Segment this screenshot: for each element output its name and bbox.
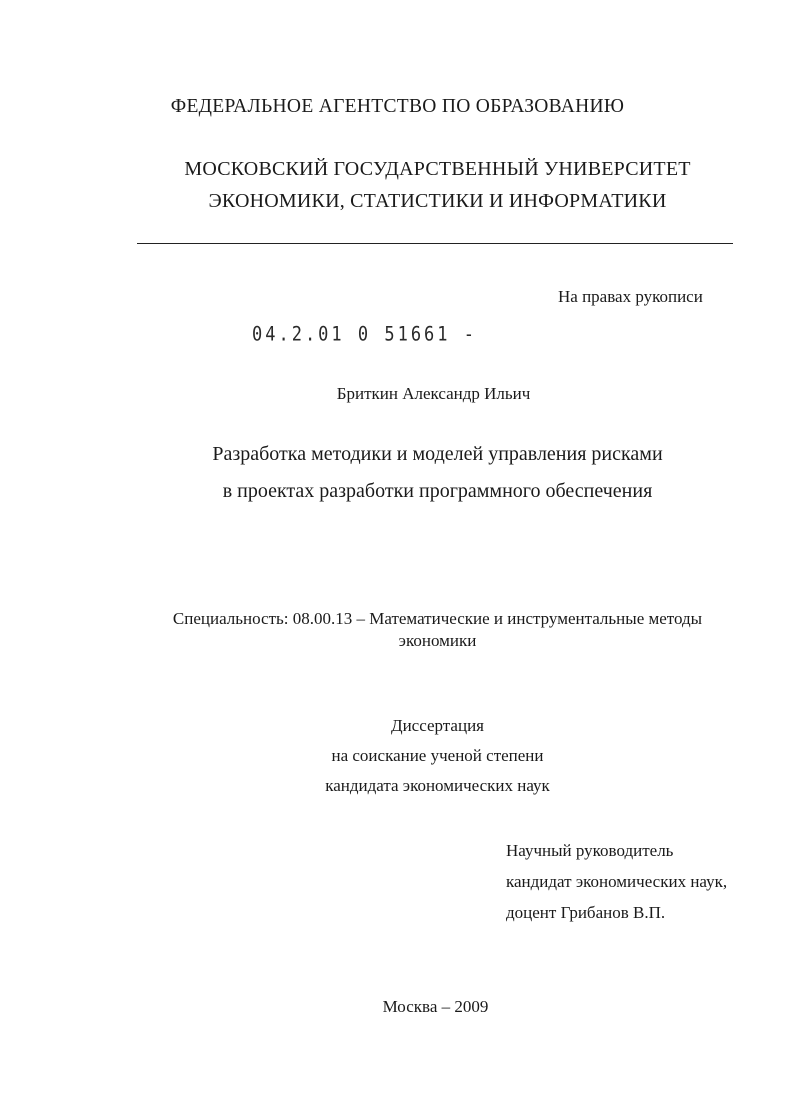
thesis-title-line2: в проектах разработки программного обеспечения <box>222 480 653 502</box>
dissertation-degree-line1: на соискание ученой степени <box>331 746 544 765</box>
university-name-line1: МОСКОВСКИЙ ГОСУДАРСТВЕННЫЙ УНИВЕРСИТЕТ <box>184 158 691 180</box>
specialty-line2: экономики <box>398 631 477 650</box>
supervisor-degree: кандидат экономических наук, <box>506 872 728 891</box>
dissertation-degree-line2: кандидата экономических наук <box>325 776 550 795</box>
agency-heading: ФЕДЕРАЛЬНОЕ АГЕНТСТВО ПО ОБРАЗОВАНИЮ <box>170 96 625 117</box>
dissertation-label: Диссертация <box>390 716 484 735</box>
header-divider <box>137 243 733 244</box>
registration-stamp: 04.2.01 0 51661 - <box>252 323 477 346</box>
supervisor-name: доцент Грибанов В.П. <box>506 903 666 922</box>
university-name-line2: ЭКОНОМИКИ, СТАТИСТИКИ И ИНФОРМАТИКИ <box>208 190 667 212</box>
specialty-line1: Специальность: 08.00.13 – Математические и инструментальные методы <box>172 609 703 628</box>
rights-note: На правах рукописи <box>558 287 703 306</box>
supervisor-label: Научный руководитель <box>506 841 674 860</box>
thesis-title-line1: Разработка методики и моделей управления рисками <box>212 443 663 465</box>
city-year: Москва – 2009 <box>382 997 489 1016</box>
author-name: Бриткин Александр Ильич <box>336 384 531 403</box>
